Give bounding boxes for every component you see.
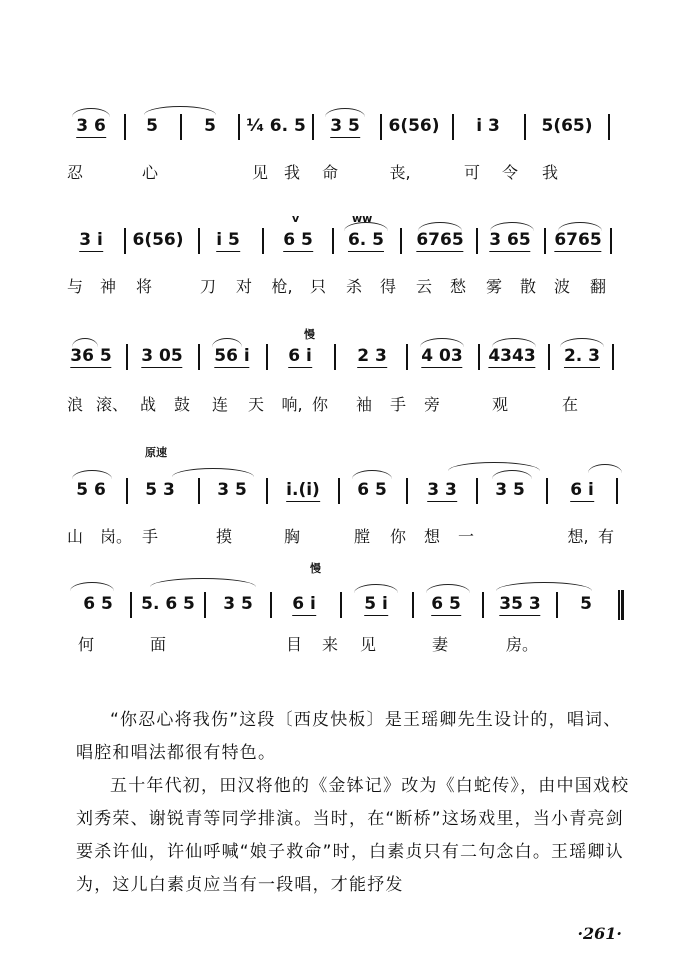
note-group: 3 05 [141,346,183,366]
slur [72,338,98,347]
barline [478,344,480,370]
slur [560,338,604,347]
note-group: 6 i [292,594,316,614]
barline [380,114,382,140]
note-group: ¹⁄₄ 6. 5 [246,116,306,136]
lyric: 连 [211,395,229,414]
lyric: 胸 [283,527,301,546]
barline [608,114,610,140]
barline [130,592,132,618]
lyric: 与 [66,277,84,296]
barline [124,228,126,254]
lyric: 雾 [485,277,503,296]
lyric: 散 [519,277,537,296]
lyric: 有 [597,527,615,546]
lyric: 旁 [423,395,441,414]
note-group: 6 i [288,346,312,366]
lyric: 手 [389,395,407,414]
slur [426,584,470,593]
note-group: 4343 [488,346,536,366]
barline [198,228,200,254]
lyric: 将 [135,277,153,296]
lyric: 手 [141,527,159,546]
lyric: 何 [77,635,95,654]
note-group: 5. 6 5 [141,594,195,614]
tempo-mark: 慢 [310,562,321,575]
note-group: 3 5 [495,480,525,500]
trill-mark: ww [352,212,373,225]
slur [588,464,622,473]
barline [406,478,408,504]
lyric: 忍 [66,163,84,182]
note-group: i 5 [216,230,240,250]
lyric: 丧, [389,163,411,182]
note-group: 3 65 [489,230,531,250]
lyric: 在 [561,395,579,414]
lyric: 摸 [215,527,233,546]
barline [332,228,334,254]
barline [476,228,478,254]
barline [476,478,478,504]
notes-row [0,214,690,274]
lyric: 山 [66,527,84,546]
barline [610,228,612,254]
score-line-2 [0,214,690,324]
note-group: 6 i [570,480,594,500]
lyric: 岗。 [99,527,133,546]
lyric: 滚、 [95,395,129,414]
breath-mark: v [292,212,300,225]
slur [72,108,110,117]
tempo-mark: 原速 [145,446,167,459]
body-paragraph-2: 五十年代初，田汉将他的《金钵记》改为《白蛇传》，由中国戏校刘秀荣、谢锐青等同学排演。当时，在“断桥”这场戏里，当小青亮剑要杀许仙，许仙呼喊“娘子救命”时，白素贞只有二句念白。王瑶卿认为，这儿白素贞应当有一段唱，才能抒发 [76,776,630,895]
note-group: 3 i [79,230,103,250]
barline [266,344,268,370]
notes-row [0,330,690,390]
barline [482,592,484,618]
slur [150,578,256,587]
score-line-4 [0,444,690,554]
barline [198,344,200,370]
lyric: 鼓 [173,395,191,414]
lyric: 天 [247,395,265,414]
barline [546,478,548,504]
lyric: 得 [379,277,397,296]
slur [70,582,114,591]
slur [448,462,540,471]
note-group: i.(i) [286,480,320,500]
lyric: 妻 [431,635,449,654]
note-group: 3 5 [217,480,247,500]
barline [180,114,182,140]
barline [556,592,558,618]
lyric: 袖 [355,395,373,414]
note-group: 4 03 [421,346,463,366]
note-group: 6765 [416,230,464,250]
slur [492,338,536,347]
slur [172,468,254,477]
lyric: 我 [283,163,301,182]
note-group: 6(56) [132,230,184,250]
barline [412,592,414,618]
lyric: 房。 [505,635,539,654]
barline [340,592,342,618]
lyric: 来 [321,635,339,654]
note-group: 56 i [214,346,250,366]
lyric: 想 [423,527,441,546]
note-group: 5 [146,116,158,136]
barline [544,228,546,254]
lyric: 枪, [271,277,293,296]
score-line-5 [0,560,690,670]
lyric: 心 [141,163,159,182]
barline [198,478,200,504]
note-group: 36 5 [70,346,112,366]
barline [338,478,340,504]
lyric: 杀 [345,277,363,296]
barline [270,592,272,618]
lyric: 可 [463,163,481,182]
lyric: 命 [321,163,339,182]
barline [266,478,268,504]
score-line-1 [0,100,690,210]
slur [418,222,462,231]
barline [548,344,550,370]
lyric: 神 [99,277,117,296]
slur [352,470,392,479]
note-group: 6765 [554,230,602,250]
barline [524,114,526,140]
lyric: 翻 [589,277,607,296]
lyric: 一 [457,527,475,546]
notes-row [0,578,690,638]
note-group: 5 6 [76,480,106,500]
note-group: 3 5 [223,594,253,614]
note-group: 5 [580,594,592,614]
lyric: 浪 [66,395,84,414]
tempo-mark: 慢 [304,328,315,341]
slur [354,584,398,593]
note-group: 5 [204,116,216,136]
note-group: 35 3 [499,594,541,614]
note-group: 6 5 [83,594,113,614]
slur [558,222,602,231]
note-group: i 3 [476,116,500,136]
lyric: 对 [235,277,253,296]
note-group: 6 5 [283,230,313,250]
lyric: 令 [501,163,519,182]
note-group: 3 6 [76,116,106,136]
note-group: 6. 5 [347,230,385,250]
note-group: 5 3 [145,480,175,500]
lyric: 云 [415,277,433,296]
note-group: 6 5 [431,594,461,614]
note-group: 2 3 [357,346,387,366]
lyric: 刀 [199,277,217,296]
final-barline [618,590,624,620]
barline [126,344,128,370]
barline [204,592,206,618]
notes-row [0,464,690,524]
lyric: 战 [139,395,157,414]
slur [212,338,242,347]
score-line-3 [0,330,690,440]
note-group: 6 5 [357,480,387,500]
barline [238,114,240,140]
lyric: 见 [251,163,269,182]
slur [344,222,388,231]
lyric: 你 [389,527,407,546]
note-group: 2. 3 [563,346,601,366]
note-group: 3 5 [330,116,360,136]
lyric: 我 [541,163,559,182]
note-group: 3 3 [427,480,457,500]
slur [420,338,464,347]
barline [312,114,314,140]
lyric: 观 [491,395,509,414]
lyric: 响, [281,395,303,414]
lyric: 波 [553,277,571,296]
barline [400,228,402,254]
barline [262,228,264,254]
barline [124,114,126,140]
barline [452,114,454,140]
lyric: 面 [149,635,167,654]
lyric: 你 [311,395,329,414]
slur [490,222,534,231]
lyric: 见 [359,635,377,654]
barline [616,478,618,504]
lyric: 想, [567,527,589,546]
barline [406,344,408,370]
note-group: 5(65) [541,116,593,136]
slur [492,470,532,479]
page-number: ·261· [577,924,622,943]
lyric: 膛 [353,527,371,546]
lyric: 愁 [449,277,467,296]
lyric: 目 [285,635,303,654]
slur [496,582,592,591]
note-group: 6(56) [388,116,440,136]
barline [126,478,128,504]
notes-row [0,100,690,160]
barline [334,344,336,370]
lyric: 只 [309,277,327,296]
note-group: 5 i [364,594,388,614]
barline [612,344,614,370]
body-paragraph-1: “你忍心将我伤”这段〔西皮快板〕是王瑶卿先生设计的，唱词、唱腔和唱法都很有特色。 [76,710,622,763]
slur [325,108,365,117]
slur [72,470,112,479]
